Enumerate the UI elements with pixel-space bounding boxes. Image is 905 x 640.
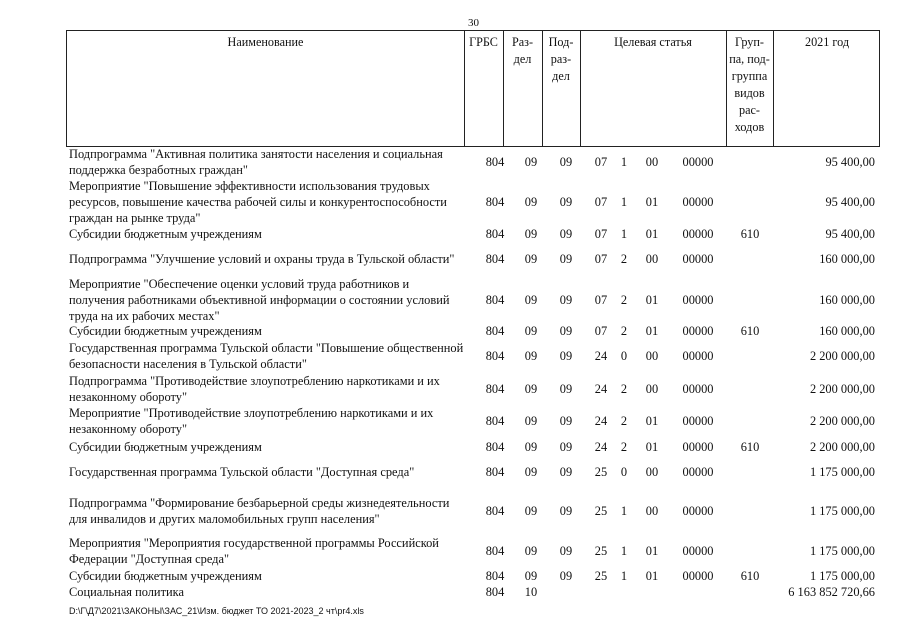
row-expense-group [733,372,767,405]
row-target-code-3: 00 [645,252,659,266]
header-razdel: Раз- дел [511,35,534,66]
row-target-code-3: 00 [645,155,659,169]
table-row [0,437,905,457]
row-grbs: 804 [485,440,505,454]
row-grbs: 804 [485,292,505,307]
row-target-code-3 [643,584,661,600]
row-razdel: 09 [524,195,538,209]
row-razdel: 09 [524,292,538,307]
row-podrazdel: 09 [559,226,573,241]
row-target-code-4: 00000 [682,292,714,307]
row-target-code-1: 07 [594,324,608,338]
row-target-code-3: 00 [645,504,659,518]
table-row [0,457,905,487]
row-razdel: 09 [524,155,538,169]
row-target-code-4: 00000 [682,414,714,428]
row-name: Социальная политика [69,585,184,599]
row-podrazdel: 09 [559,543,573,558]
header-podrazdel: Под- раз- дел [548,35,574,83]
row-target-code-4 [678,584,718,600]
row-podrazdel: 09 [559,252,573,266]
row-target-code-2 [618,584,630,600]
row-expense-group: 610 [740,324,760,338]
row-target-code-4: 00000 [682,155,714,169]
row-amount: 160 000,00 [819,292,875,307]
row-name: Подпрограмма "Формирование безбарьерной среды жизнедеятельности для инвалидов и других маломобильных групп населения" [69,496,450,526]
row-razdel: 10 [524,585,538,599]
row-name: Государственная программа Тульской области "Доступная среда" [69,465,415,479]
row-target-code-1: 24 [594,414,608,428]
row-target-code-2: 2 [620,252,628,266]
row-razdel: 09 [524,252,538,266]
header-group: Груп- па, под- группа видов рас- ходов [729,35,770,134]
row-grbs: 804 [485,543,505,558]
row-podrazdel [551,584,581,600]
table-row [0,491,905,531]
row-target-code-1: 07 [594,195,608,209]
row-name: Государственная программа Тульской области "Повышение общественной безопасности населения в Тульской области" [69,341,464,371]
row-razdel: 09 [524,504,538,518]
row-podrazdel: 09 [559,195,573,209]
row-podrazdel: 09 [559,349,573,363]
row-grbs: 804 [485,155,505,169]
row-grbs: 804 [485,252,505,266]
row-name: Подпрограмма "Активная политика занятости населения и социальная поддержка безработных граждан" [69,147,443,177]
row-amount: 1 175 000,00 [809,569,875,583]
row-target-code-2: 0 [620,349,628,363]
table-row [0,241,905,277]
row-target-code-1: 24 [594,349,608,363]
row-target-code-2: 1 [620,195,628,209]
row-expense-group: 610 [740,226,760,241]
row-target-code-2: 2 [620,414,628,428]
row-grbs: 804 [485,585,505,599]
row-target-code-2: 1 [620,543,628,558]
row-razdel: 09 [524,465,538,479]
row-name: Субсидии бюджетным учреждениям [69,440,262,454]
row-target-code-1: 07 [594,292,608,307]
row-grbs: 804 [485,504,505,518]
row-grbs: 804 [485,414,505,428]
row-target-code-4: 00000 [682,349,714,363]
row-target-code-2: 1 [620,569,628,583]
row-name: Подпрограмма "Противодействие злоупотреблению наркотиками и их незаконному обороту" [69,373,440,404]
row-amount: 2 200 000,00 [809,381,875,396]
row-target-code-4: 00000 [682,543,714,558]
row-name: Субсидии бюджетным учреждениям [69,324,262,338]
row-podrazdel: 09 [559,324,573,338]
table-row [0,146,905,178]
row-razdel: 09 [524,440,538,454]
table-row [0,340,905,372]
row-target-code-3: 00 [645,465,659,479]
row-target-code-1: 07 [594,155,608,169]
row-target-code-3: 01 [645,440,659,454]
row-expense-group [733,405,767,437]
header-year: 2021 год [804,35,850,49]
row-target-code-4: 00000 [682,381,714,396]
row-target-code-4: 00000 [682,440,714,454]
row-podrazdel: 09 [559,569,573,583]
row-amount: 95 400,00 [825,226,875,241]
row-target-code-1: 25 [594,543,608,558]
row-podrazdel: 09 [559,155,573,169]
table-row [0,405,905,437]
row-razdel: 09 [524,381,538,396]
row-expense-group [733,241,767,277]
row-amount: 95 400,00 [825,155,875,169]
row-name: Мероприятие "Противодействие злоупотреблению наркотиками и их незаконному обороту" [69,406,434,436]
row-target-code-4: 00000 [682,465,714,479]
row-podrazdel: 09 [559,381,573,396]
row-expense-group [733,457,767,487]
table-row [0,322,905,340]
header-grbs: ГРБС [469,35,498,49]
row-target-code-2: 1 [620,155,628,169]
row-podrazdel: 09 [559,414,573,428]
row-razdel: 09 [524,569,538,583]
row-expense-group [733,178,767,226]
row-target-code-1: 07 [594,226,608,241]
row-target-code-2: 1 [620,226,628,241]
row-expense-group [733,584,767,600]
table-row [0,277,905,322]
row-grbs: 804 [485,226,505,241]
row-amount: 1 175 000,00 [809,504,875,518]
row-razdel: 09 [524,349,538,363]
row-expense-group [733,340,767,372]
row-expense-group [733,277,767,322]
row-target-code-1 [590,584,612,600]
row-expense-group: 610 [740,569,760,583]
row-podrazdel: 09 [559,465,573,479]
page-number: 30 [468,17,479,29]
row-target-code-2: 0 [620,465,628,479]
row-target-code-2: 2 [620,292,628,307]
row-expense-group [733,491,767,531]
row-target-code-1: 25 [594,504,608,518]
row-grbs: 804 [485,569,505,583]
table-row [0,568,905,584]
row-target-code-3: 00 [645,349,659,363]
row-grbs: 804 [485,324,505,338]
row-amount: 1 175 000,00 [809,465,875,479]
row-amount: 2 200 000,00 [809,440,875,454]
row-target-code-1: 24 [594,440,608,454]
row-expense-group [733,146,767,178]
row-target-code-3: 01 [645,195,659,209]
row-target-code-4: 00000 [682,324,714,338]
file-path: D:\Г\Д7\2021\ЗАКОНЫ\ЗАС_21\Изм. бюджет ТО 2021-2023_2 чт\pr4.xls [69,606,364,616]
row-razdel: 09 [524,543,538,558]
row-target-code-4: 00000 [682,226,714,241]
row-target-code-4: 00000 [682,252,714,266]
row-amount: 2 200 000,00 [809,349,875,363]
row-target-code-1: 07 [594,252,608,266]
row-razdel: 09 [524,414,538,428]
row-grbs: 804 [485,349,505,363]
row-target-code-3: 01 [645,226,659,241]
row-target-code-2: 1 [620,504,628,518]
row-amount: 160 000,00 [819,324,875,338]
row-name: Субсидии бюджетным учреждениям [69,226,262,241]
row-target-code-3: 00 [645,381,659,396]
row-grbs: 804 [485,465,505,479]
table-row [0,226,905,241]
row-target-code-3: 01 [645,292,659,307]
row-amount: 160 000,00 [819,252,875,266]
row-amount: 2 200 000,00 [809,414,875,428]
table-row [0,178,905,226]
row-podrazdel: 09 [559,292,573,307]
row-target-code-4: 00000 [682,569,714,583]
row-name: Мероприятия "Мероприятия государственной программы Российской Федерации "Доступная среда" [69,535,439,566]
row-target-code-3: 01 [645,324,659,338]
row-target-code-1: 25 [594,569,608,583]
table-header [66,30,880,147]
row-target-code-2: 2 [620,440,628,454]
row-target-code-3: 01 [645,569,659,583]
row-target-code-3: 01 [645,543,659,558]
row-razdel: 09 [524,226,538,241]
row-razdel: 09 [524,324,538,338]
table-row [0,533,905,568]
row-name: Мероприятие "Обеспечение оценки условий труда работников и получения работниками объективной информации о состоянии условий труда на их рабочих местах" [69,276,450,323]
row-amount: 1 175 000,00 [809,543,875,558]
row-expense-group [733,533,767,568]
row-target-code-4: 00000 [682,195,714,209]
table-row [0,372,905,405]
row-target-code-2: 2 [620,381,628,396]
row-target-code-1: 24 [594,381,608,396]
row-podrazdel: 09 [559,440,573,454]
row-target-code-2: 2 [620,324,628,338]
header-name: Наименование [227,35,304,49]
header-target: Целевая статья [614,35,692,49]
row-expense-group: 610 [740,440,760,454]
row-amount: 6 163 852 720,66 [788,585,875,599]
row-target-code-4: 00000 [682,504,714,518]
row-name: Мероприятие "Повышение эффективности использования трудовых ресурсов, повышение качества рабочей силы и конкурентоспособности граждан на рынке труда" [69,179,447,225]
table-row [0,584,905,600]
row-target-code-3: 01 [645,414,659,428]
row-name: Субсидии бюджетным учреждениям [69,569,262,583]
row-name: Подпрограмма "Улучшение условий и охраны труда в Тульской области" [69,252,455,266]
row-amount: 95 400,00 [825,195,875,209]
row-target-code-1: 25 [594,465,608,479]
row-grbs: 804 [485,381,505,396]
row-podrazdel: 09 [559,504,573,518]
row-grbs: 804 [485,195,505,209]
